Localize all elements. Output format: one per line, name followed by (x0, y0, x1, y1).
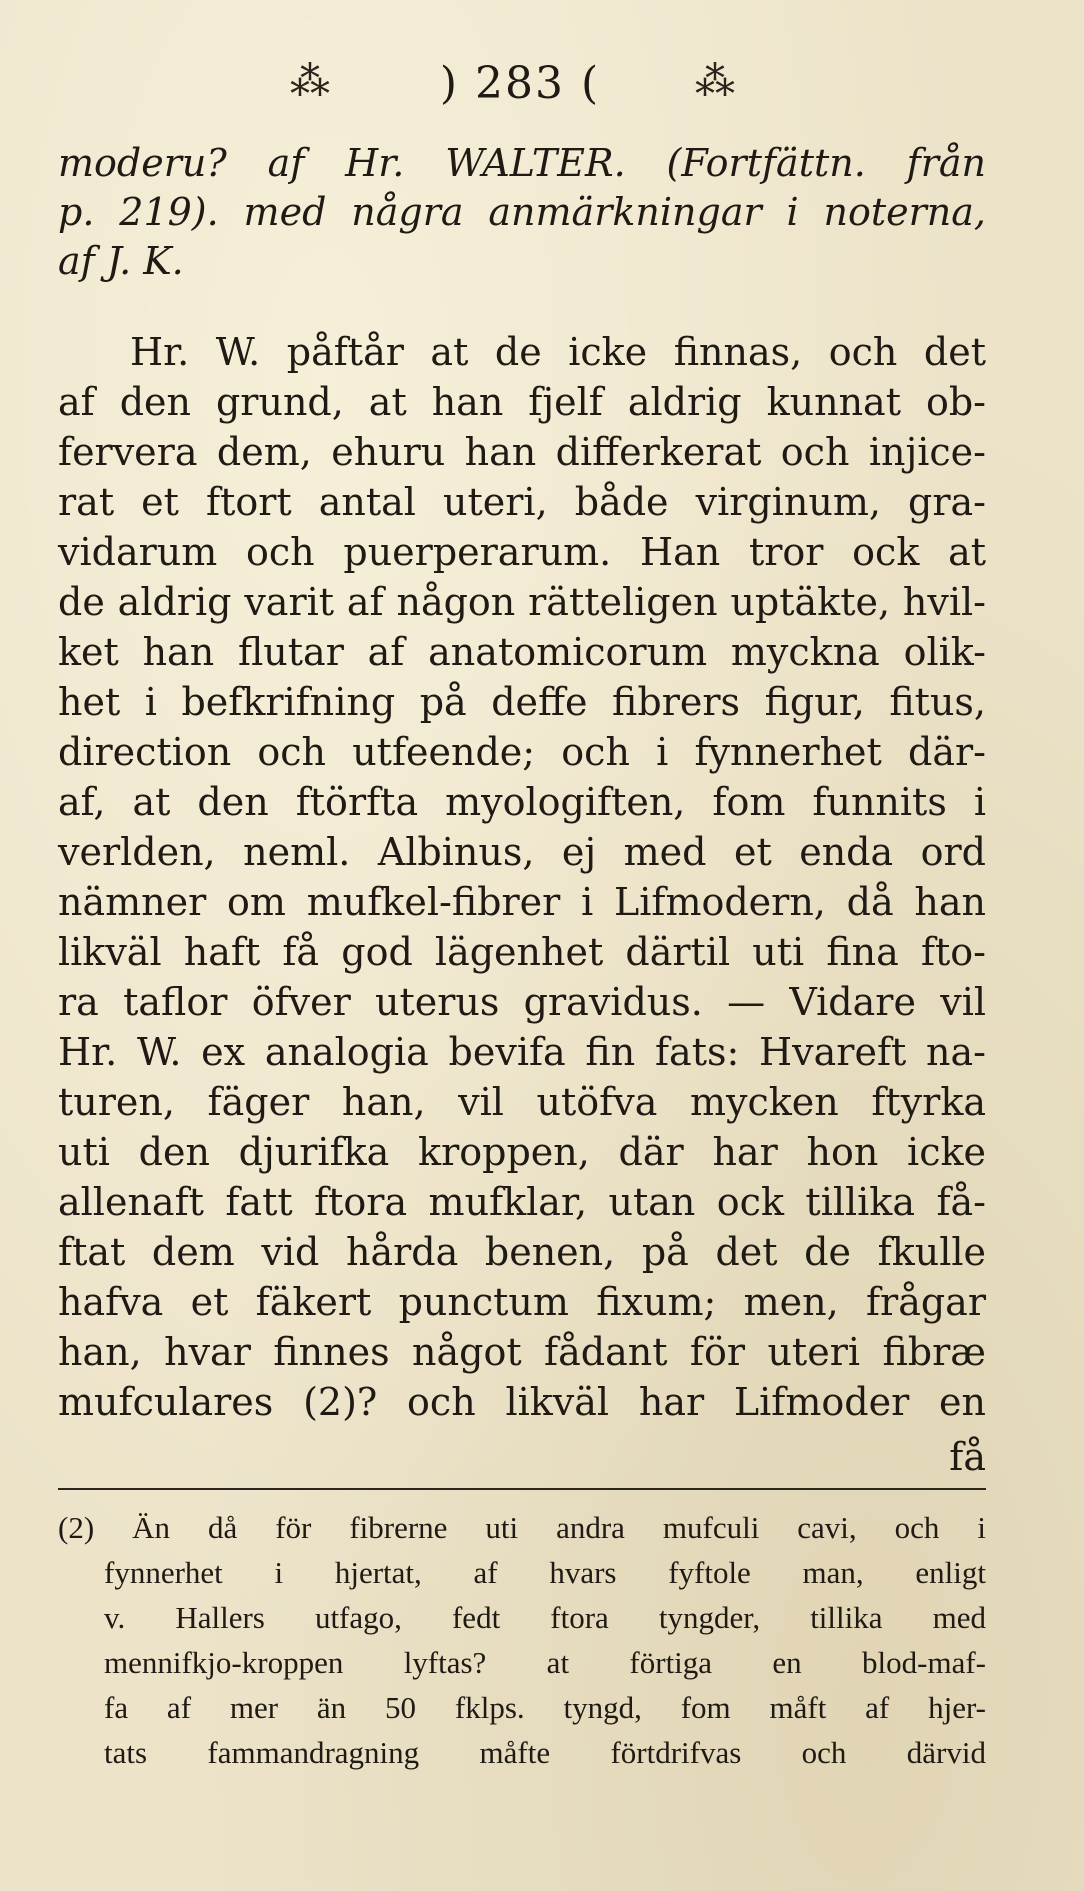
catchword: få (949, 1435, 986, 1479)
text-line: han, hvar finnes något fådant för uteri fibræ (58, 1330, 986, 1374)
footnote-rule (58, 1488, 986, 1490)
ornament-left-icon: ⁂ (290, 59, 330, 105)
text-line: ket han flutar af anatomicorum myckna olik- (58, 630, 986, 674)
text-line: verlden, neml. Albinus, ej med et enda ord (58, 830, 986, 874)
footnote-line: mennifkjo-kroppen lyftas? at förtiga en blod-maf- (104, 1645, 986, 1680)
text-line: direction och utfeende; och i fynnerhet där- (58, 730, 986, 774)
text-line: p. 219). med några anmärkningar i noterna, (58, 190, 986, 234)
text-line: moderu? af Hr. WALTER. (Fortfättn. från (58, 141, 986, 185)
text-line: af den grund, at han fjelf aldrig kunnat ob- (58, 380, 986, 424)
text-line: likväl haft få god lägenhet därtil uti fina fto- (58, 930, 986, 974)
text-line: af, at den ftörfta myologiften, fom funnits i (58, 780, 986, 824)
text-line: Hr. W. ex analogia bevifa fin fats: Hvareft na- (58, 1030, 986, 1074)
text-line: het i befkrifning på deffe fibrers figur, fitus, (58, 680, 986, 724)
ornament-right-icon: ⁂ (695, 59, 735, 105)
text-line: nämner om mufkel-fibrer i Lifmodern, då han (58, 880, 986, 924)
text-line: rat et ftort antal uteri, både virginum, gra- (58, 480, 986, 524)
footnote-line: fynnerhet i hjertat, af hvars fyftole man, enligt (104, 1555, 986, 1590)
footnote-line: (2) Än då för fibrerne uti andra mufculi cavi, och i (58, 1510, 986, 1545)
text-line: turen, fäger han, vil utöfva mycken ftyrka (58, 1080, 986, 1124)
text-line: uti den djurifka kroppen, där har hon icke (58, 1130, 986, 1174)
text-line: allenaft fatt ftora mufklar, utan ock tillika få- (58, 1180, 986, 1224)
text-line: de aldrig varit af någon rätteligen uptäkte, hvil- (58, 580, 986, 624)
text-line: af J. K. (58, 239, 184, 283)
footnote-line: fa af mer än 50 fklps. tyngd, fom måft af hjer- (104, 1690, 986, 1725)
running-header (0, 58, 1084, 118)
text-line: Hr. W. påftår at de icke finnas, och det (130, 330, 986, 374)
page-number: ) 283 ( (439, 58, 601, 109)
text-line: fervera dem, ehuru han differkerat och injice- (58, 430, 986, 474)
footnote-line: v. Hallers utfago, fedt ftora tyngder, tillika med (104, 1600, 986, 1635)
text-line: ftat dem vid hårda benen, på det de fkulle (58, 1230, 986, 1274)
text-line: hafva et fäkert punctum fixum; men, frågar (58, 1280, 986, 1324)
footnote-line: tats fammandragning måfte förtdrifvas och därvid (104, 1735, 986, 1770)
text-line: mufculares (2)? och likväl har Lifmoder en (58, 1380, 986, 1424)
text-line: vidarum och puerperarum. Han tror ock at (58, 530, 986, 574)
text-line: ra taflor öfver uterus gravidus. — Vidare vil (58, 980, 986, 1024)
